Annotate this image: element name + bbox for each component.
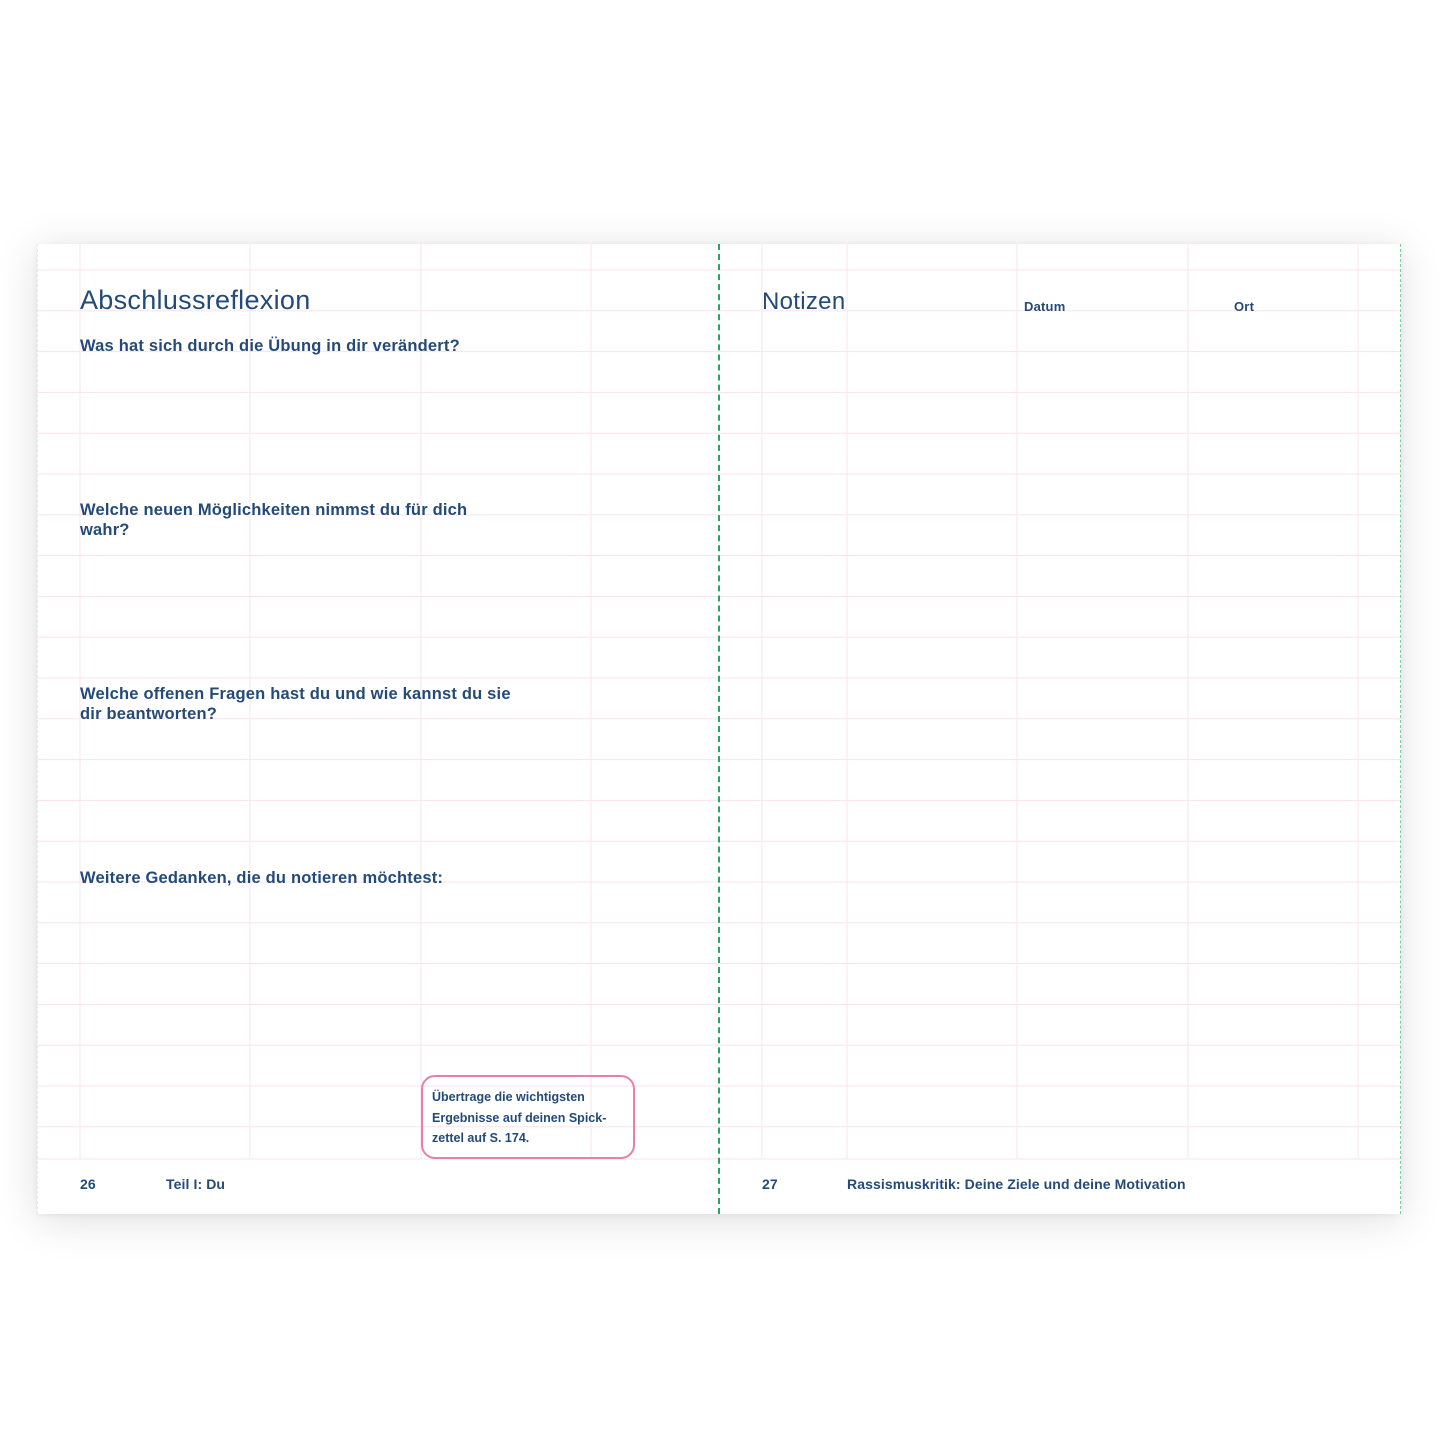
book-spread	[37, 244, 1401, 1214]
page-number-right: 27	[762, 1176, 778, 1192]
tip-box	[421, 1075, 635, 1159]
running-head-left: Teil I: Du	[166, 1176, 226, 1192]
question-3: Welche offenen Fragen hast du und wie kannst du sie dir beantworten?	[80, 685, 511, 723]
page-title: Abschlussreflexion	[80, 285, 311, 315]
notes-title: Notizen	[762, 288, 846, 315]
right-page	[719, 244, 1401, 1214]
left-page	[37, 244, 719, 1214]
question-2: Welche neuen Möglichkeiten nimmst du für dich wahr?	[80, 501, 468, 539]
running-head-right: Rassismuskritik: Deine Ziele und deine Motivation	[847, 1176, 1186, 1192]
date-label: Datum	[1024, 299, 1066, 314]
page-number-left: 26	[80, 1176, 96, 1192]
question-4: Weitere Gedanken, die du notieren möchtest:	[80, 869, 444, 887]
question-1: Was hat sich durch die Übung in dir verändert?	[80, 337, 460, 355]
place-label: Ort	[1234, 299, 1255, 314]
tip-text: Übertrage die wichtigsten Ergebnisse auf deinen Spick-zettel auf S. 174.	[432, 1090, 607, 1145]
